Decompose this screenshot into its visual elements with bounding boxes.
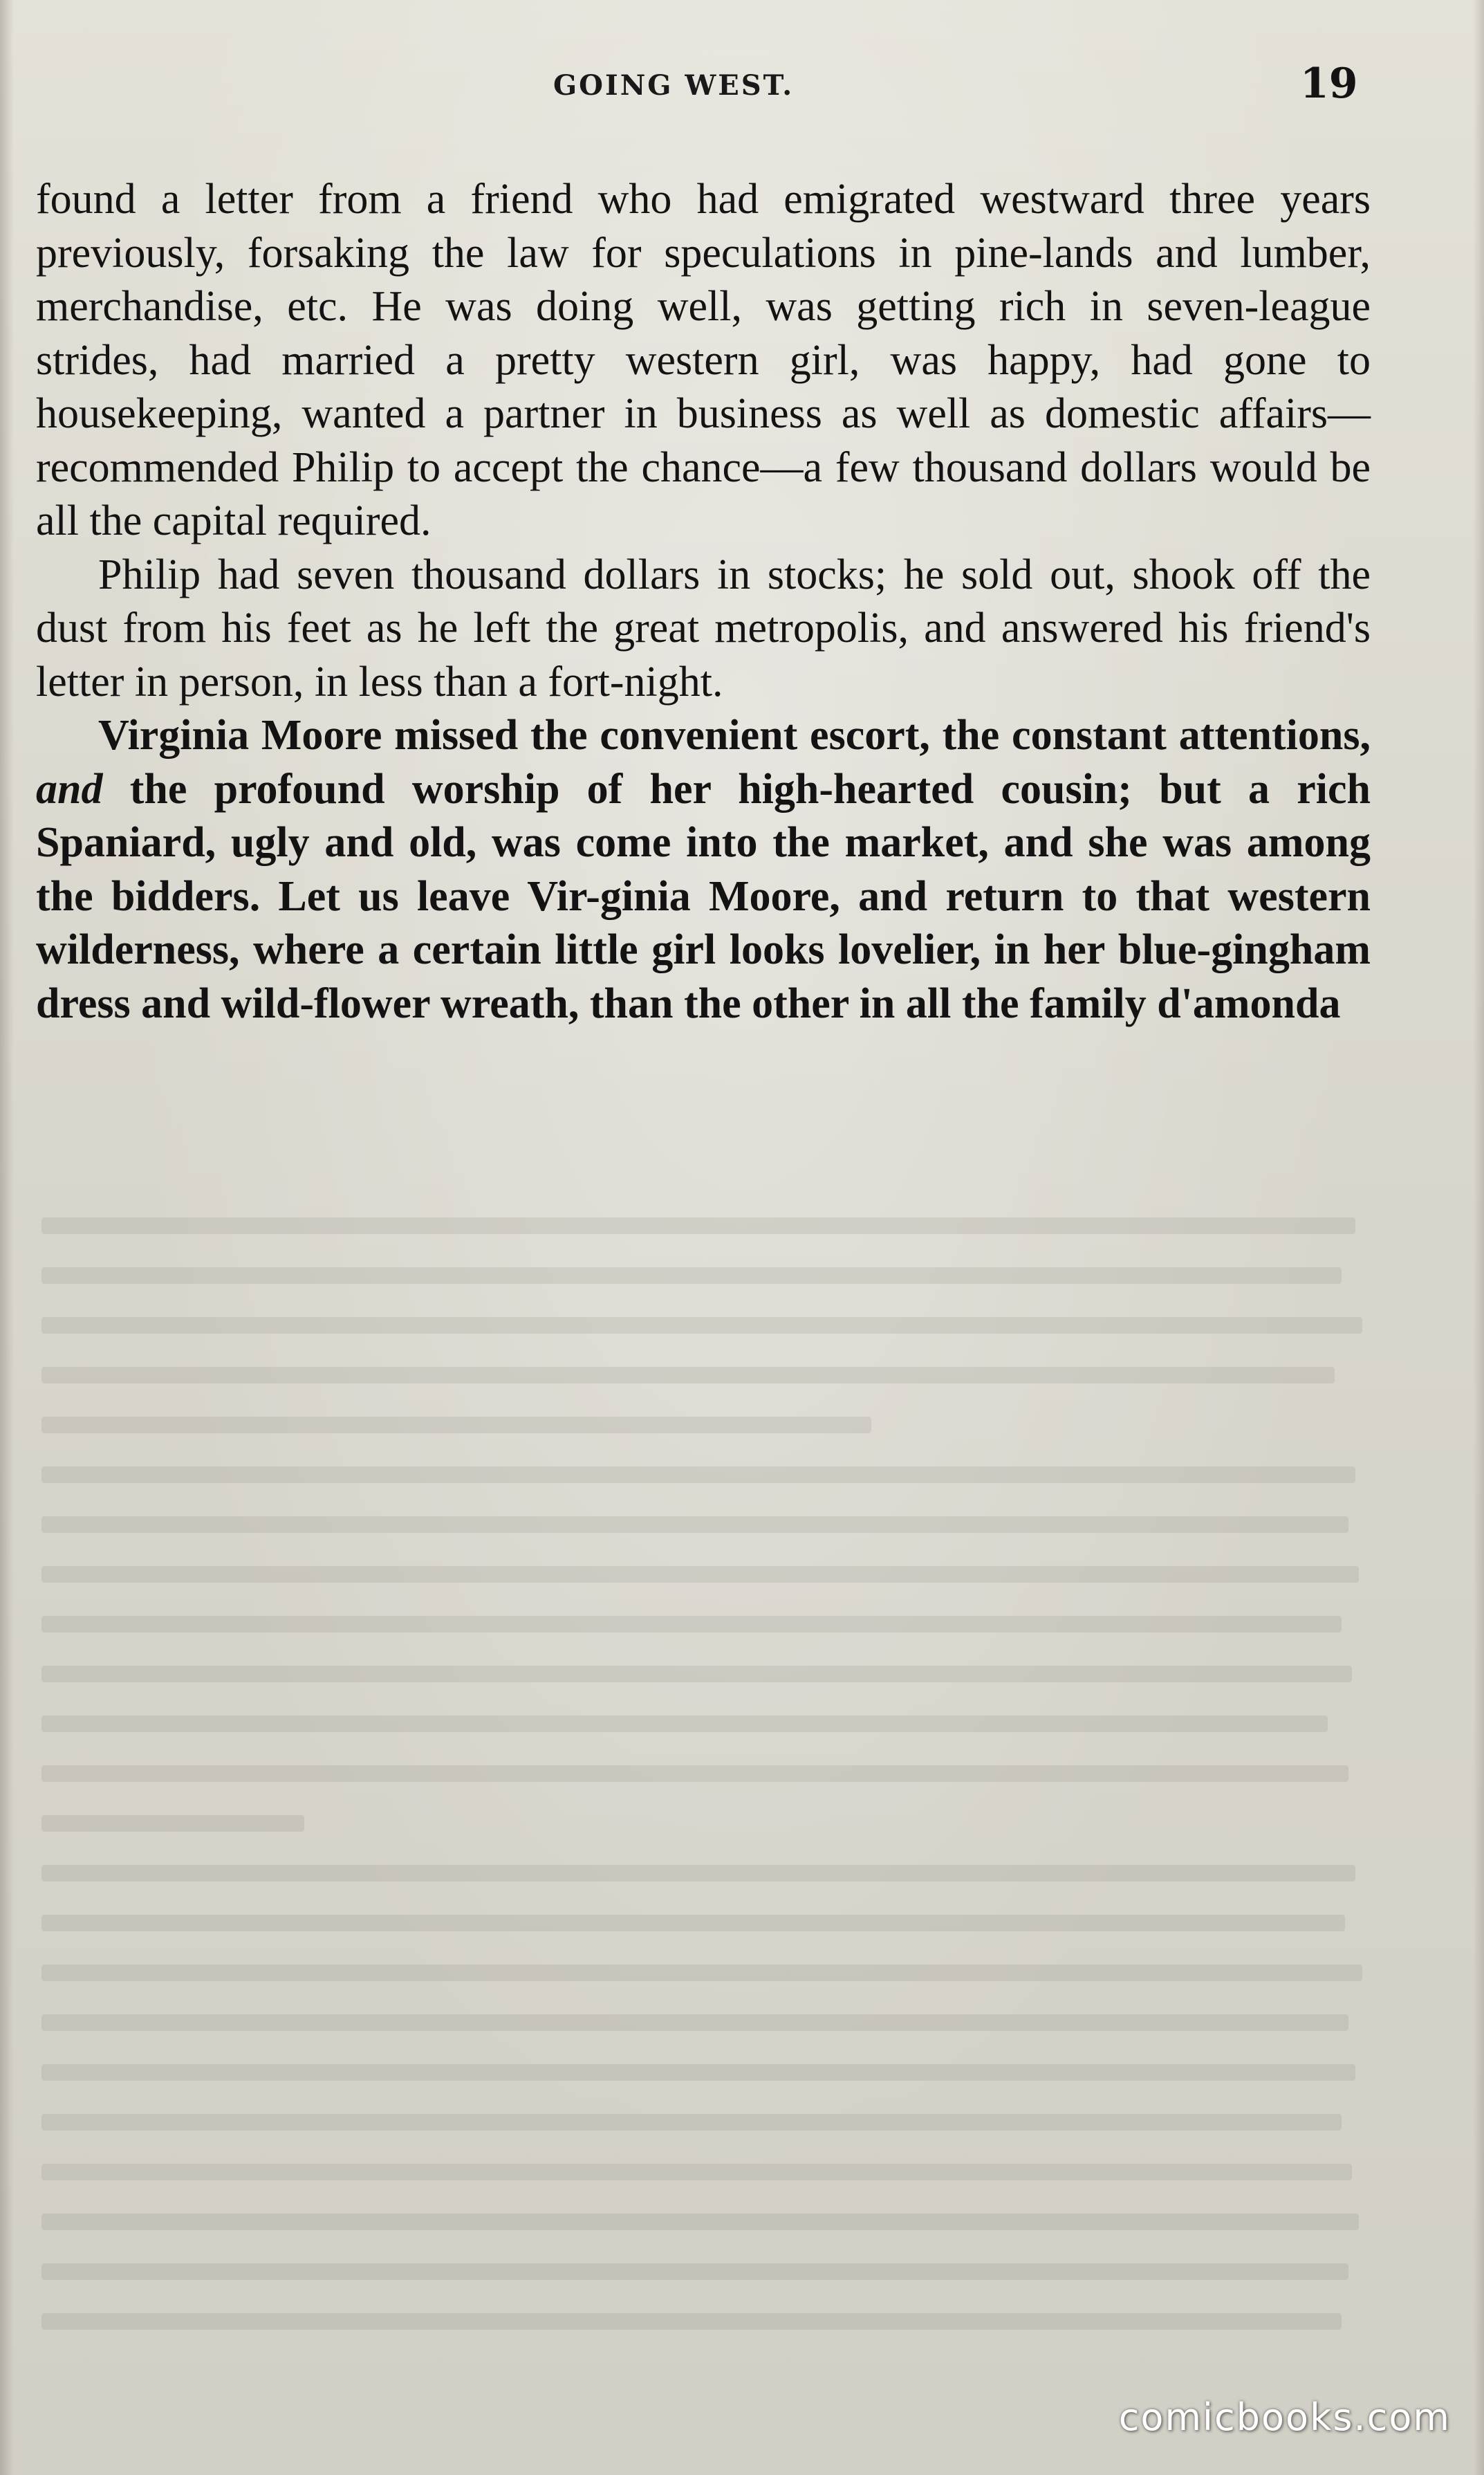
bleed-through-line	[41, 2064, 1355, 2081]
bleed-through-line	[41, 1367, 1335, 1383]
bleed-through-line	[41, 1417, 871, 1433]
bleed-through-line	[41, 1317, 1362, 1334]
bleed-through-line	[41, 1865, 1355, 1881]
paragraph: Philip had seven thousand dollars in stocks; he sold out, shook off the dust from his feet as he left the great metropolis, and answered his friend's letter in person, in less than a fort-night.	[36, 551, 1371, 706]
paragraph: found a letter from a friend who had emigrated westward three years previously, forsaking the law for speculations in pine-lands and lumber, merchandise, etc. He was doing well, was getting rich in seven-league strides, had married a pretty western girl, was happy, had gone to housekeeping, wanted a partner in business as well as domestic affairs—recommended Philip to accept the chance—a few thousand dollars would be all the capital required.	[36, 176, 1371, 544]
emphasis-text: and	[36, 765, 103, 813]
page-number: 19	[1300, 59, 1358, 108]
bleed-through-line	[41, 1267, 1342, 1284]
paragraph-text: the profound worship of her high-hearted cousin; but a rich Spaniard, ugly and old, was come into the market, and she was among the bidders. Let us leave Vir-ginia Moore, and return to that western wilderness, where a certain little girl looks lovelier, in her blue-gingham dress and wild-flower wreath, than the other in all the family d'amonda	[36, 765, 1371, 1027]
bleed-through-line	[41, 1566, 1359, 1583]
body-text	[36, 173, 1371, 1031]
bleed-through-line	[41, 2263, 1348, 2280]
paragraph	[36, 709, 1371, 1031]
paragraph-text: Virginia Moore missed the convenient escort, the constant attentions,	[98, 712, 1371, 759]
bleed-through-line	[41, 1915, 1345, 1931]
bleed-through-line	[41, 1765, 1348, 1782]
bleed-through-line	[41, 1666, 1352, 1682]
bleed-through-line	[41, 1815, 304, 1832]
page-edge-shadow	[1473, 0, 1484, 2475]
bleed-through-line	[41, 1516, 1348, 1533]
running-head	[0, 59, 1484, 118]
bleed-through-line	[41, 2313, 1342, 2330]
running-title: GOING WEST.	[553, 69, 795, 102]
bleed-through-line	[41, 1616, 1342, 1632]
watermark: comicbooks.com	[1118, 2395, 1451, 2439]
bleed-through-line	[41, 1715, 1328, 1732]
bleed-through-line	[41, 1965, 1362, 1981]
page-gutter-shadow	[0, 0, 14, 2475]
bleed-through-line	[41, 2014, 1348, 2031]
bleed-through-text	[41, 1217, 1397, 2366]
bleed-through-line	[41, 1217, 1355, 1234]
bleed-through-line	[41, 2164, 1352, 2180]
bleed-through-line	[41, 2214, 1359, 2230]
bleed-through-line	[41, 1466, 1355, 1483]
bleed-through-line	[41, 2114, 1342, 2131]
